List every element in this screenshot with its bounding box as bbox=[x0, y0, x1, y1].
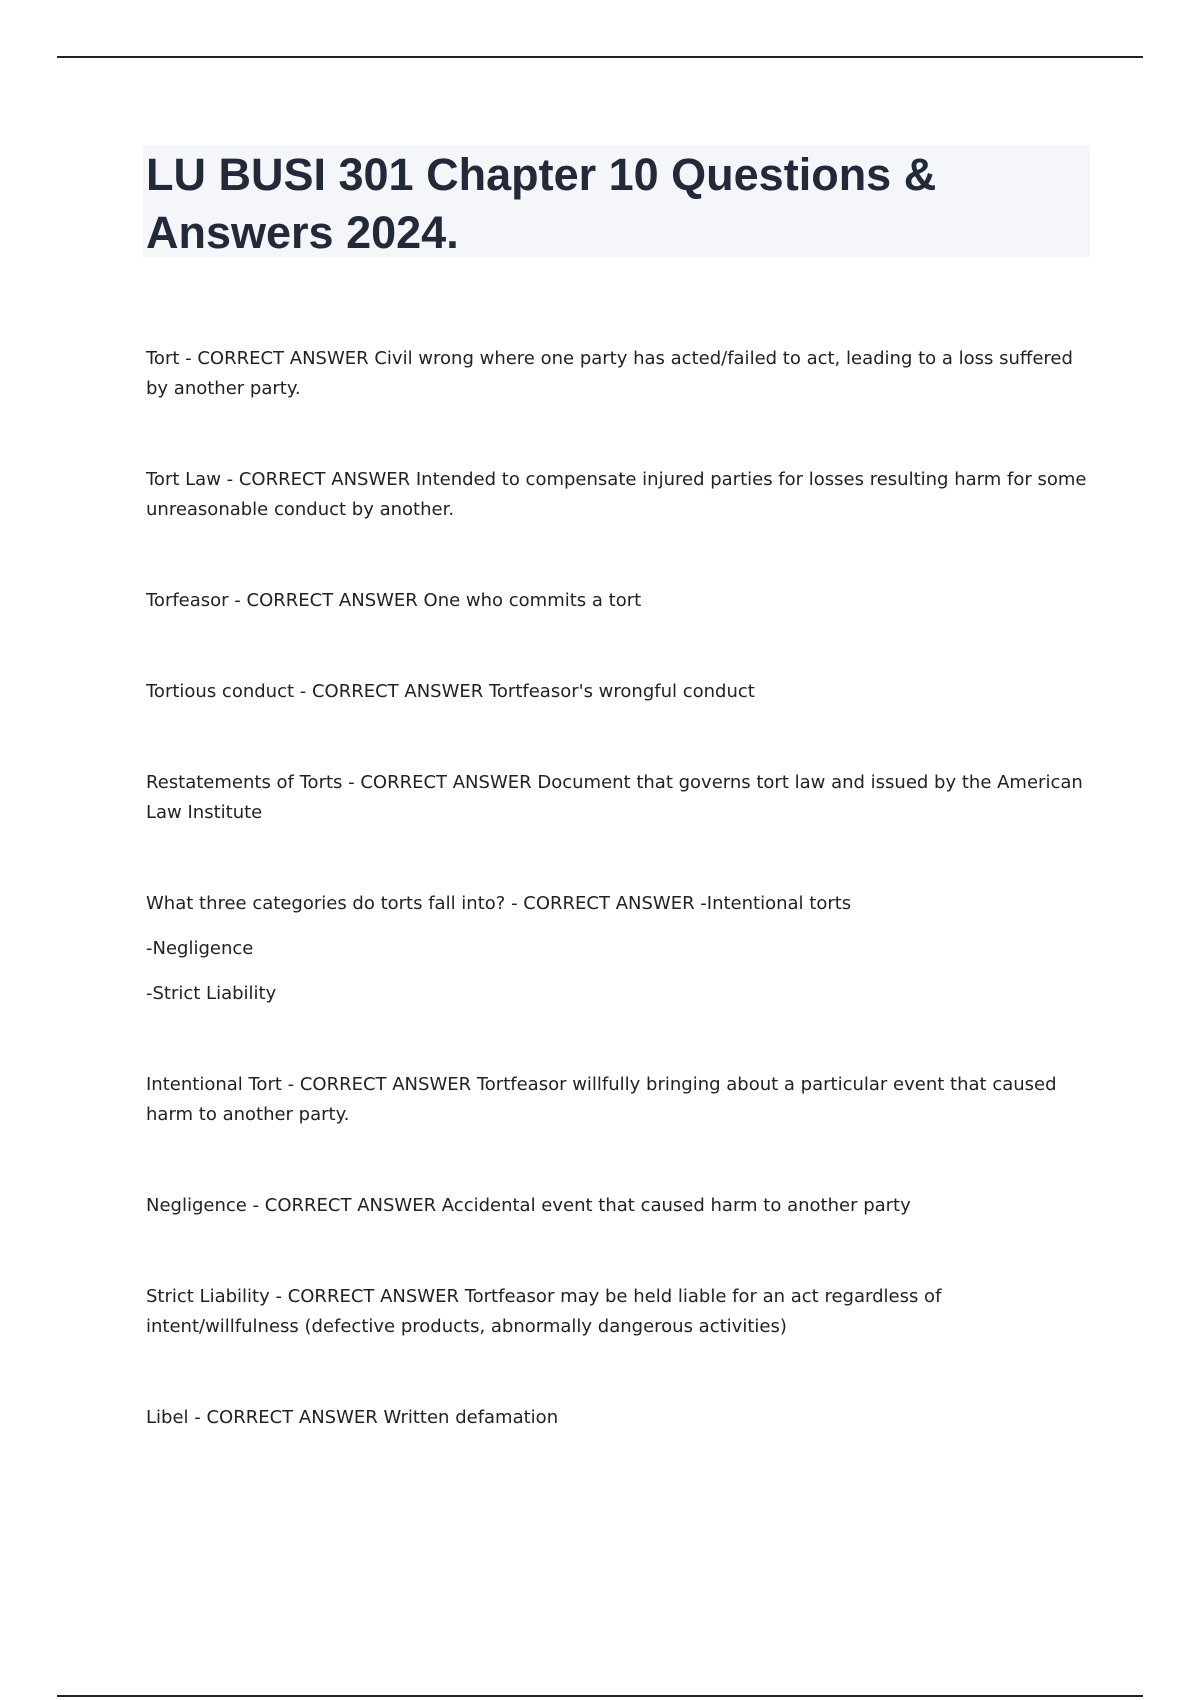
qa-list bbox=[146, 344, 1096, 1433]
qa-entry bbox=[146, 1191, 1096, 1221]
qa-text: Law Institute bbox=[146, 802, 263, 823]
qa-entry bbox=[146, 465, 1096, 525]
qa-text: Tort - CORRECT ANSWER Civil wrong where one party has acted/failed to act, leading to a loss suffered bbox=[146, 348, 1073, 369]
qa-text: harm to another party. bbox=[146, 1104, 350, 1125]
qa-entry bbox=[146, 1403, 1096, 1433]
qa-entry bbox=[146, 1282, 1096, 1342]
qa-text: Negligence - CORRECT ANSWER Accidental event that caused harm to another party bbox=[146, 1195, 911, 1216]
qa-text: Torfeasor - CORRECT ANSWER One who commits a tort bbox=[146, 590, 642, 611]
qa-text: intent/willfulness (defective products, abnormally dangerous activities) bbox=[146, 1316, 787, 1337]
qa-text: Tortious conduct - CORRECT ANSWER Tortfeasor's wrongful conduct bbox=[146, 681, 755, 702]
qa-text: unreasonable conduct by another. bbox=[146, 499, 455, 520]
qa-entry bbox=[146, 889, 1096, 1009]
qa-entry bbox=[146, 1070, 1096, 1130]
qa-text: Strict Liability - CORRECT ANSWER Tortfeasor may be held liable for an act regardless of bbox=[146, 1286, 942, 1307]
qa-list-item: -Negligence bbox=[146, 938, 254, 959]
qa-text: by another party. bbox=[146, 378, 301, 399]
qa-text: Restatements of Torts - CORRECT ANSWER Document that governs tort law and issued by the American bbox=[146, 772, 1083, 793]
qa-text: What three categories do torts fall into? - CORRECT ANSWER -Intentional torts bbox=[146, 893, 852, 914]
top-rule bbox=[57, 56, 1143, 58]
qa-entry bbox=[146, 586, 1096, 616]
qa-entry bbox=[146, 344, 1096, 404]
qa-text: Libel - CORRECT ANSWER Written defamation bbox=[146, 1407, 559, 1428]
qa-entry bbox=[146, 768, 1096, 828]
qa-text: Tort Law - CORRECT ANSWER Intended to compensate injured parties for losses resulting harm for some bbox=[146, 469, 1087, 490]
qa-list-item: -Strict Liability bbox=[146, 983, 277, 1004]
bottom-rule bbox=[57, 1695, 1143, 1697]
qa-entry bbox=[146, 677, 1096, 707]
qa-text: Intentional Tort - CORRECT ANSWER Tortfeasor willfully bringing about a particular event that caused bbox=[146, 1074, 1057, 1095]
document-title: LU BUSI 301 Chapter 10 Questions & Answers 2024. bbox=[146, 149, 937, 258]
